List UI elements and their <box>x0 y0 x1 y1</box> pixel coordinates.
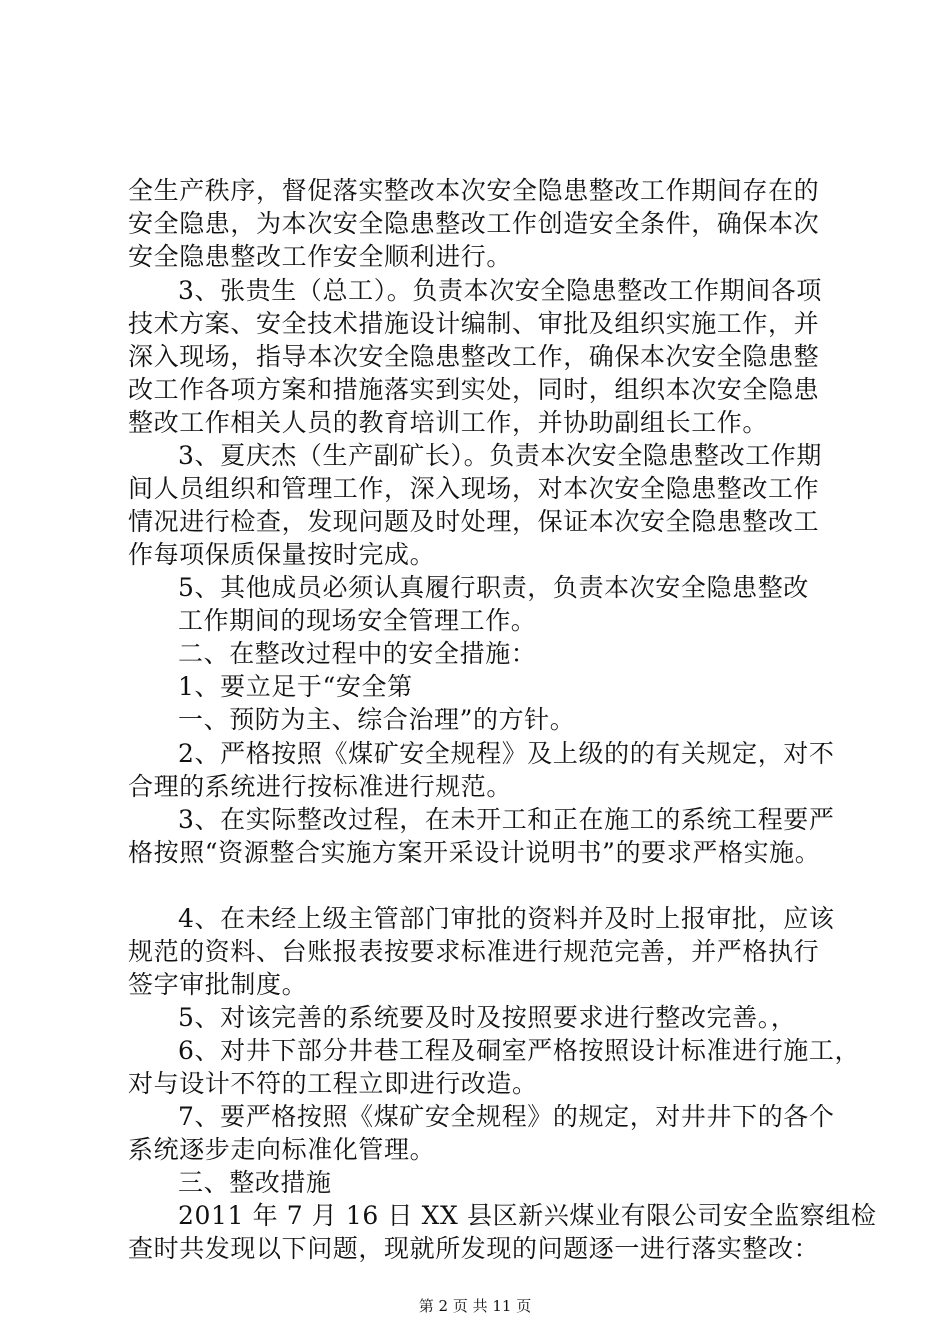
text-line: 安全隐患，为本次安全隐患整改工作创造安全条件，确保本次 <box>128 209 820 238</box>
text-line: 一、预防为主、综合治理”的方针。 <box>178 705 576 734</box>
text-line: 系统逐步走向标准化管理。 <box>128 1135 436 1164</box>
text-line: 改工作各项方案和措施落实到实处，同时，组织本次安全隐患 <box>128 375 820 404</box>
text-line: 合理的系统进行按标准进行规范。 <box>128 772 513 801</box>
text-line: 工作期间的现场安全管理工作。 <box>178 606 537 635</box>
text-line: 作每项保质保量按时完成。 <box>128 540 436 569</box>
text-line: 情况进行检查，发现问题及时处理，保证本次安全隐患整改工 <box>128 507 820 536</box>
text-line: 3、在实际整改过程，在未开工和正在施工的系统工程要严 <box>178 805 835 834</box>
page-number-footer: 第 2 页 共 11 页 <box>418 1297 532 1315</box>
text-line: 技术方案、安全技术措施设计编制、审批及组织实施工作，并 <box>128 309 820 338</box>
text-line: 1、要立足于“安全第 <box>178 672 413 701</box>
text-line: 签字审批制度。 <box>128 970 308 999</box>
text-line: 7、要严格按照《煤矿安全规程》的规定，对井井下的各个 <box>178 1102 835 1131</box>
text-line: 2、严格按照《煤矿安全规程》及上级的的有关规定，对不 <box>178 739 835 768</box>
text-line: 整改工作相关人员的教育培训工作，并协助副组长工作。 <box>128 408 769 437</box>
text-line: 6、对井下部分井巷工程及硐室严格按照设计标准进行施工， <box>178 1036 861 1065</box>
section-heading: 三、整改措施 <box>178 1168 332 1197</box>
text-line: 规范的资料、台账报表按要求标准进行规范完善，并严格执行 <box>128 937 820 966</box>
text-line: 间人员组织和管理工作，深入现场，对本次安全隐患整改工作 <box>128 474 820 503</box>
text-line: 格按照“资源整合实施方案开采设计说明书”的要求严格实施。 <box>128 838 821 867</box>
text-line: 5、对该完善的系统要及时及按照要求进行整改完善。， <box>178 1003 797 1032</box>
text-line: 3、张贵生（总工）。负责本次安全隐患整改工作期间各项 <box>178 276 823 305</box>
text-line: 4、在未经上级主管部门审批的资料并及时上报审批，应该 <box>178 904 835 933</box>
text-line: 查时共发现以下问题，现就所发现的问题逐一进行落实整改： <box>128 1234 820 1263</box>
text-line: 安全隐患整改工作安全顺利进行。 <box>128 242 513 271</box>
text-line: 3、夏庆杰（生产副矿长）。负责本次安全隐患整改工作期 <box>178 441 823 470</box>
text-line: 2011 年 7 月 16 日 XX 县区新兴煤业有限公司安全监察组检 <box>178 1201 877 1230</box>
text-line: 全生产秩序，督促落实整改本次安全隐患整改工作期间存在的 <box>128 176 820 205</box>
text-line: 深入现场，指导本次安全隐患整改工作，确保本次安全隐患整 <box>128 342 820 371</box>
section-heading: 二、在整改过程中的安全措施： <box>178 639 537 668</box>
text-line: 对与设计不符的工程立即进行改造。 <box>128 1069 538 1098</box>
text-line: 5、其他成员必须认真履行职责，负责本次安全隐患整改 <box>178 573 809 602</box>
